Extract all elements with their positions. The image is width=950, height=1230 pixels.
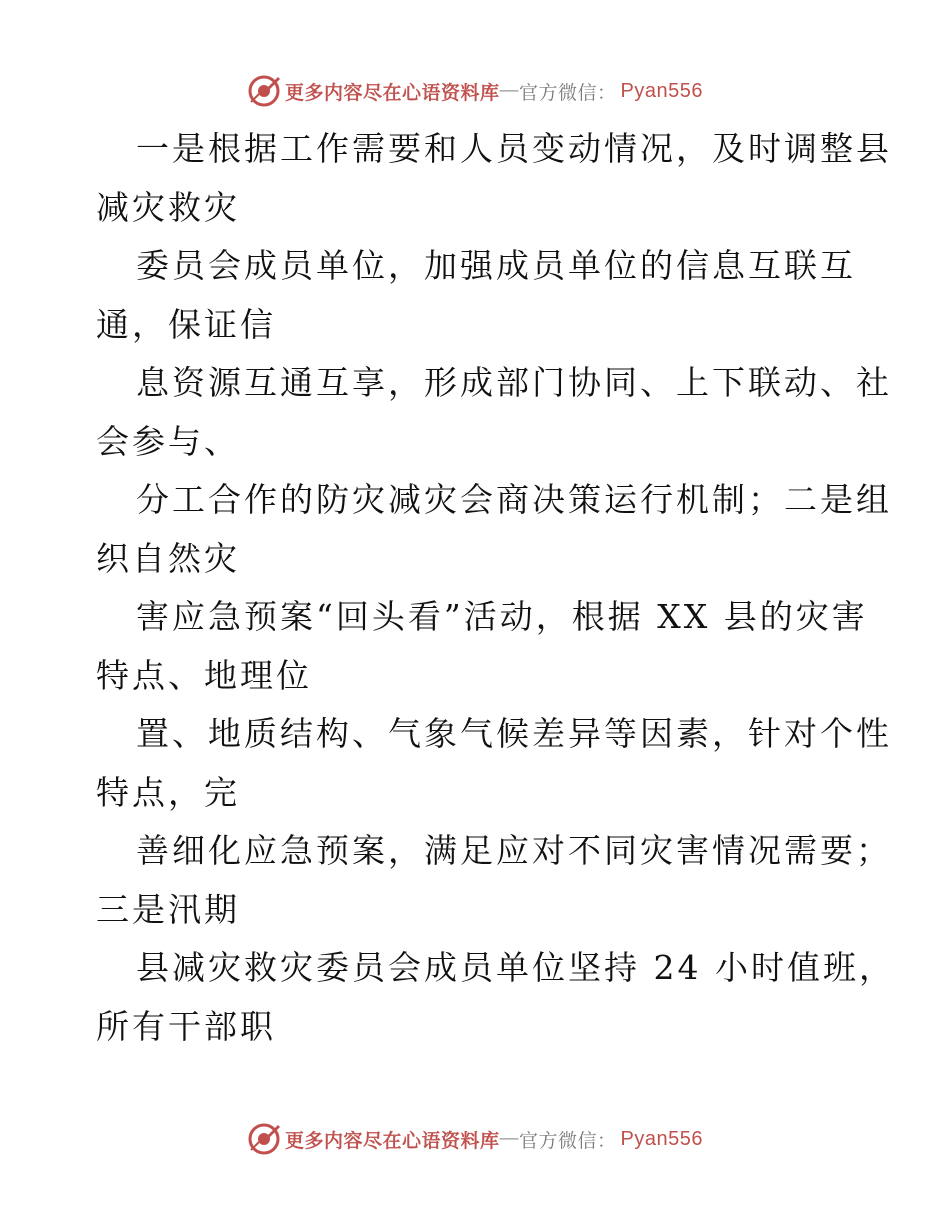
body-line: 委员会成员单位，加强成员单位的信息互联互 [136, 246, 856, 285]
footer-brand-text: 更多内容尽在心语资料库 [285, 1129, 500, 1152]
pen-nib-logo-icon [247, 1122, 281, 1156]
body-line: 特点、地理位 [96, 655, 312, 695]
body-line: 县减灾救灾委员会成员单位坚持 24 小时值班， [136, 948, 895, 987]
header-separator: — [499, 80, 520, 101]
header-brand-text: 更多内容尽在心语资料库 [285, 81, 500, 104]
footer-wechat-label: 官方微信： [519, 1130, 617, 1152]
header-banner [0, 71, 950, 111]
document-body [96, 120, 895, 1056]
body-line: 三是汛期 [96, 889, 240, 929]
body-line: 置、地质结构、气象气候差异等因素，针对个性 [136, 714, 892, 753]
pen-nib-logo-icon [247, 74, 281, 108]
header-wechat-label: 官方微信： [519, 82, 617, 104]
body-line: 减灾救灾 [96, 187, 240, 227]
body-line: 一是根据工作需要和人员变动情况，及时调整县 [136, 129, 892, 168]
body-line: 分工合作的防灾减灾会商决策运行机制；二是组 [136, 480, 892, 519]
body-line: 通，保证信 [96, 304, 276, 344]
body-line: 会参与、 [96, 421, 240, 461]
body-line: 息资源互通互享，形成部门协同、上下联动、社 [136, 363, 892, 402]
body-line: 特点，完 [96, 772, 240, 812]
body-line: 织自然灾 [96, 538, 240, 578]
footer-wechat-id: Pyan556 [620, 1127, 703, 1150]
body-line: 害应急预案“回头看”活动，根据 XX 县的灾害 [136, 597, 868, 636]
body-line: 善细化应急预案，满足应对不同灾害情况需要； [136, 831, 892, 870]
header-wechat-id: Pyan556 [620, 79, 703, 102]
footer-banner [0, 1119, 950, 1159]
body-line: 所有干部职 [96, 1006, 276, 1046]
footer-separator: — [499, 1128, 520, 1149]
